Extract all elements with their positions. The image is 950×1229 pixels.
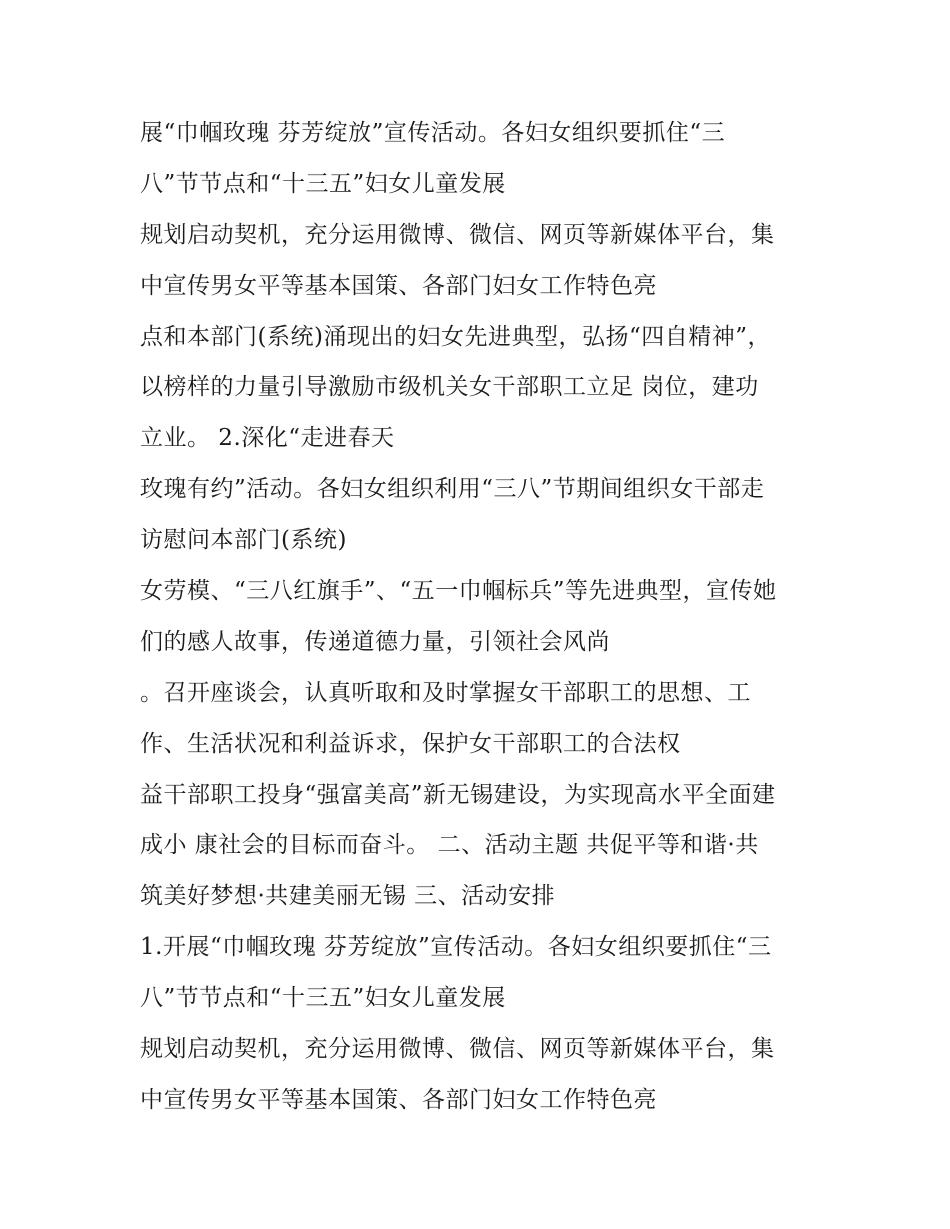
text-line: 筑美好梦想·共建美丽无锡 三、活动安排	[140, 883, 556, 910]
text-line: 访慰问本部门(系统)	[140, 527, 347, 554]
text-line: 。召开座谈会，认真听取和及时掌握女干部职工的思想、工	[140, 679, 751, 706]
text-line: 八”节节点和“十三五”妇女儿童发展	[140, 170, 506, 197]
text-line: 以榜样的力量引导激励市级机关女干部职工立足 岗位，建功	[140, 374, 759, 401]
text-line: 成小 康社会的目标而奋斗。 二、活动主题 共促平等和谐·共	[140, 832, 759, 859]
text-line: 作、生活状况和利益诉求，保护女干部职工的合法权	[140, 730, 681, 757]
document-body	[140, 108, 830, 1126]
text-line: 女劳模、“三八红旗手”、“五一巾帼标兵”等先进典型，宣传她	[140, 578, 777, 605]
text-line: 规划启动契机，充分运用微博、微信、网页等新媒体平台，集	[140, 221, 775, 248]
text-line: 1.开展“巾帼玫瑰 芬芳绽放”宣传活动。各妇女组织要抓住“三	[140, 934, 772, 961]
text-line: 立业。 2.深化“走进春天	[140, 425, 395, 452]
text-line: 中宣传男女平等基本国策、各部门妇女工作特色亮	[140, 1086, 657, 1113]
text-line: 玫瑰有约”活动。各妇女组织利用“三八”节期间组织女干部走	[140, 476, 765, 503]
text-line: 中宣传男女平等基本国策、各部门妇女工作特色亮	[140, 272, 657, 299]
text-line: 们的感人故事，传递道德力量，引领社会风尚	[140, 628, 610, 655]
text-line: 益干部职工投身“强富美高”新无锡建设，为实现高水平全面建	[140, 781, 776, 808]
text-line: 展“巾帼玫瑰 芬芳绽放”宣传活动。各妇女组织要抓住“三	[140, 120, 726, 146]
text-line: 八”节节点和“十三五”妇女儿童发展	[140, 985, 506, 1012]
text-line: 点和本部门(系统)涌现出的妇女先进典型，弘扬“四自精神”，	[140, 323, 771, 350]
text-line: 规划启动契机，充分运用微博、微信、网页等新媒体平台，集	[140, 1036, 775, 1063]
